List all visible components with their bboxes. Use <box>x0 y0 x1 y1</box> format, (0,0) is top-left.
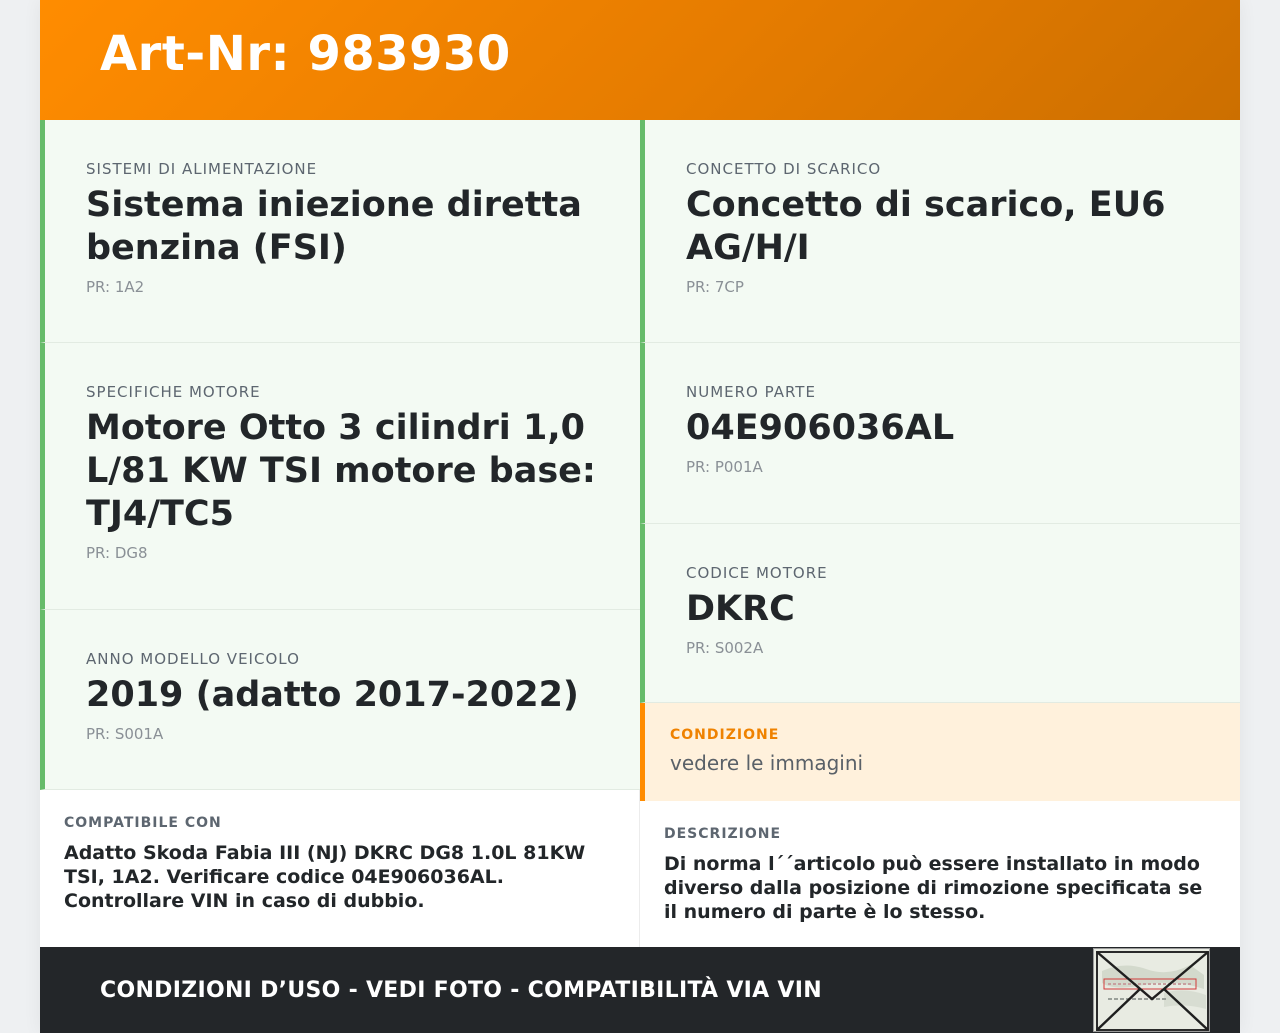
spec-label: CODICE MOTORE <box>686 564 828 582</box>
spec-value: Concetto di scarico, EU6 AG/H/I <box>686 185 1166 268</box>
spec-label: SISTEMI DI ALIMENTAZIONE <box>86 160 318 178</box>
envelope-stamp-graphic <box>1094 949 1210 1032</box>
spec-part-number <box>640 343 1240 524</box>
compatible-text: Adatto Skoda Fabia III (NJ) DKRC DG8 1.0L 81KW TSI, 1A2. Verificare codice 04E906036AL. Controllare VIN in caso di dubbio. <box>64 842 586 912</box>
spec-pr-code: PR: DG8 <box>86 544 148 562</box>
spec-engine <box>40 343 640 610</box>
spec-label: ANNO MODELLO VEICOLO <box>86 650 300 668</box>
spec-label: CONCETTO DI SCARICO <box>686 160 882 178</box>
spec-pr-code: PR: S002A <box>686 639 764 657</box>
spec-pr-code: PR: P001A <box>686 458 763 476</box>
footer-text: CONDIZIONI D’USO - VEDI FOTO - COMPATIBILITÀ VIA VIN <box>100 978 822 1003</box>
spec-fuel-system <box>40 120 640 343</box>
product-sheet <box>40 0 1240 1033</box>
spec-value: 04E906036AL <box>686 408 955 448</box>
spec-value: Sistema iniezione diretta benzina (FSI) <box>86 185 582 268</box>
description-text: Di norma l´´articolo può essere installato in modo diverso dalla posizione di rimozione specificata se il numero di parte è lo stesso. <box>664 853 1203 923</box>
compatible-box <box>40 790 639 947</box>
condition-box <box>640 703 1240 801</box>
spec-label: SPECIFICHE MOTORE <box>86 383 261 401</box>
compatible-label: COMPATIBILE CON <box>64 815 222 831</box>
envelope-stamp-icon <box>1093 948 1210 1032</box>
description-box <box>640 801 1240 947</box>
condition-label: CONDIZIONE <box>670 727 780 743</box>
spec-label: NUMERO PARTE <box>686 383 816 401</box>
condition-value: vedere le immagini <box>670 751 864 775</box>
description-label: DESCRIZIONE <box>664 826 782 842</box>
page-header <box>40 0 1240 120</box>
spec-pr-code: PR: 7CP <box>686 278 744 296</box>
spec-exhaust <box>640 120 1240 343</box>
spec-engine-code <box>640 524 1240 703</box>
spec-pr-code: PR: S001A <box>86 725 164 743</box>
spec-value: 2019 (adatto 2017-2022) <box>86 675 579 715</box>
page-footer <box>40 947 1240 1033</box>
page-title: Art-Nr: 983930 <box>100 26 511 82</box>
spec-value: Motore Otto 3 cilindri 1,0 L/81 KW TSI motore base: TJ4/TC5 <box>86 408 596 534</box>
spec-pr-code: PR: 1A2 <box>86 278 145 296</box>
spec-value: DKRC <box>686 589 795 629</box>
spec-model-year <box>40 610 640 790</box>
